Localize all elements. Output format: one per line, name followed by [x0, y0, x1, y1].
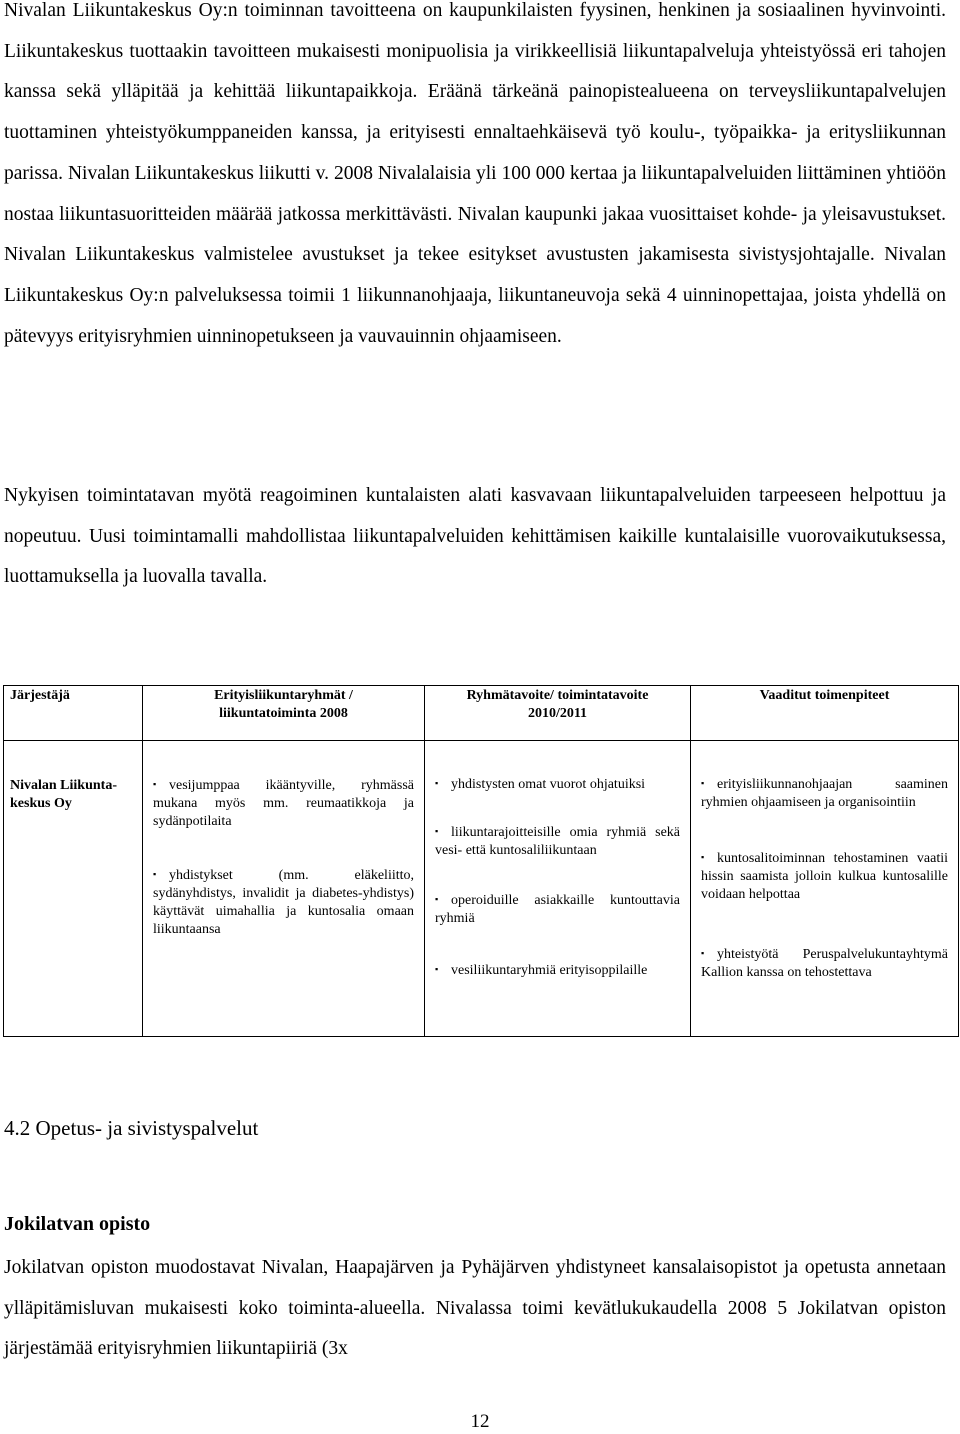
list-item: ▪ yhdistysten omat vuorot ohjatuiksi	[435, 777, 646, 792]
actions-cell	[691, 741, 959, 1037]
section-heading: 4.2 Opetus- ja sivistyspalvelut	[4, 1116, 259, 1140]
subsection-heading: Jokilatvan opisto	[4, 1213, 151, 1235]
table-header-row	[4, 686, 959, 741]
third-paragraph: Jokilatvan opiston muodostavat Nivalan, Haapajärven ja Pyhäjärven yhdistyneet kansalaisopistot ja opetusta annetaan ylläpitämisluvan mukaisesti koko toiminta-alueella. Nivalassa toimi kevätlukukaudella 2008 5 Jokilatvan opiston järjestämää erityisryhmien liikuntapiiriä (3x	[4, 1257, 946, 1360]
list-item: ▪ kuntosalitoiminnan tehostaminen vaatii hissin saamista jolloin kulkua kuntosalille voidaan helpottaa	[701, 851, 948, 902]
second-paragraph: Nykyisen toimintatavan myötä reagoiminen kuntalaisten alati kasvavaan liikuntapalveluiden tarpeeseen helpottuu ja nopeutuu. Uusi toimintamalli mahdollistaa liikuntapalveluiden kehittämisen kaikille kuntalaisille vuorovaikutuksessa, luottamuksella ja luovalla tavalla.	[4, 485, 946, 588]
list-item: ▪ erityisliikunnanohjaajan saaminen ryhmien ohjaamiseen ja organisointiin	[701, 777, 948, 810]
page-number: 12	[470, 1411, 490, 1432]
header-groups: Erityisliikuntaryhmät / liikuntatoiminta 2008	[143, 686, 425, 741]
header-actions: Vaaditut toimenpiteet	[691, 686, 959, 741]
list-item: ▪ yhteistyötä Peruspalvelukuntayhtymä Kallion kanssa on tehostettava	[701, 947, 948, 980]
organizer-cell: Nivalan Liikunta- keskus Oy	[4, 741, 143, 1037]
groups-cell	[143, 741, 425, 1037]
list-item: ▪ liikuntarajoitteisille omia ryhmiä sekä vesi- että kuntosaliliikuntaan	[435, 825, 680, 858]
list-item: ▪ operoiduille asiakkaille kuntouttavia ryhmiä	[435, 893, 680, 926]
goals-cell	[425, 741, 691, 1037]
header-organizer: Järjestäjä	[4, 686, 143, 741]
list-item: ▪ yhdistykset (mm. eläkeliitto, sydänyhdistys, invalidit ja diabetes-yhdistys) käyttävät uimahallia ja kuntosalia omaan liikuntaansa	[153, 868, 414, 937]
list-item: ▪ vesijumppaa ikääntyville, ryhmässä mukana myös mm. reumaatikkoja ja sydänpotilaita	[153, 778, 414, 829]
header-goal: Ryhmätavoite/ toimintatavoite 2010/2011	[425, 686, 691, 741]
activity-table	[3, 685, 959, 1037]
list-item: ▪ vesiliikuntaryhmiä erityisoppilaille	[435, 963, 648, 978]
intro-paragraph: Nivalan Liikuntakeskus Oy:n toiminnan tavoitteena on kaupunkilaisten fyysinen, henkinen ja sosiaalinen hyvinvointi. Liikuntakeskus tuottaakin tavoitteen mukaisesti monipuolisia ja virikkeellisiä liikuntapalveluja yhteistyössä eri tahojen kanssa sekä ylläpitää ja kehittää liikuntapaikkoja. Eräänä tärkeänä painopistealueena on terveysliikuntapalvelujen tuottaminen yhteistyökumppaneiden kanssa, ja erityisesti ennaltaehkäisevä työ koulu-, työpaikka- ja eritysliikunnan parissa. Nivalan Liikuntakeskus liikutti v. 2008 Nivalalaisia yli 100 000 kertaa ja liikuntapalveluiden liittäminen yhtiöön nostaa liikuntasuoritteiden määrää jatkossa merkittävästi. Nivalan kaupunki jakaa vuosittaiset kohde- ja yleisavustukset. Nivalan Liikuntakeskus valmistelee avustukset ja tekee esitykset avustusten jakamisesta sivistysjohtajalle. Nivalan Liikuntakeskus Oy:n palveluksessa toimii 1 liikunnanohjaaja, liikuntaneuvoja sekä 4 uinninopettajaa, joista yhdellä on pätevyys erityisryhmien uinninopetukseen ja vauvauinnin ohjaamiseen.	[4, 0, 946, 347]
table-row	[4, 741, 959, 1037]
